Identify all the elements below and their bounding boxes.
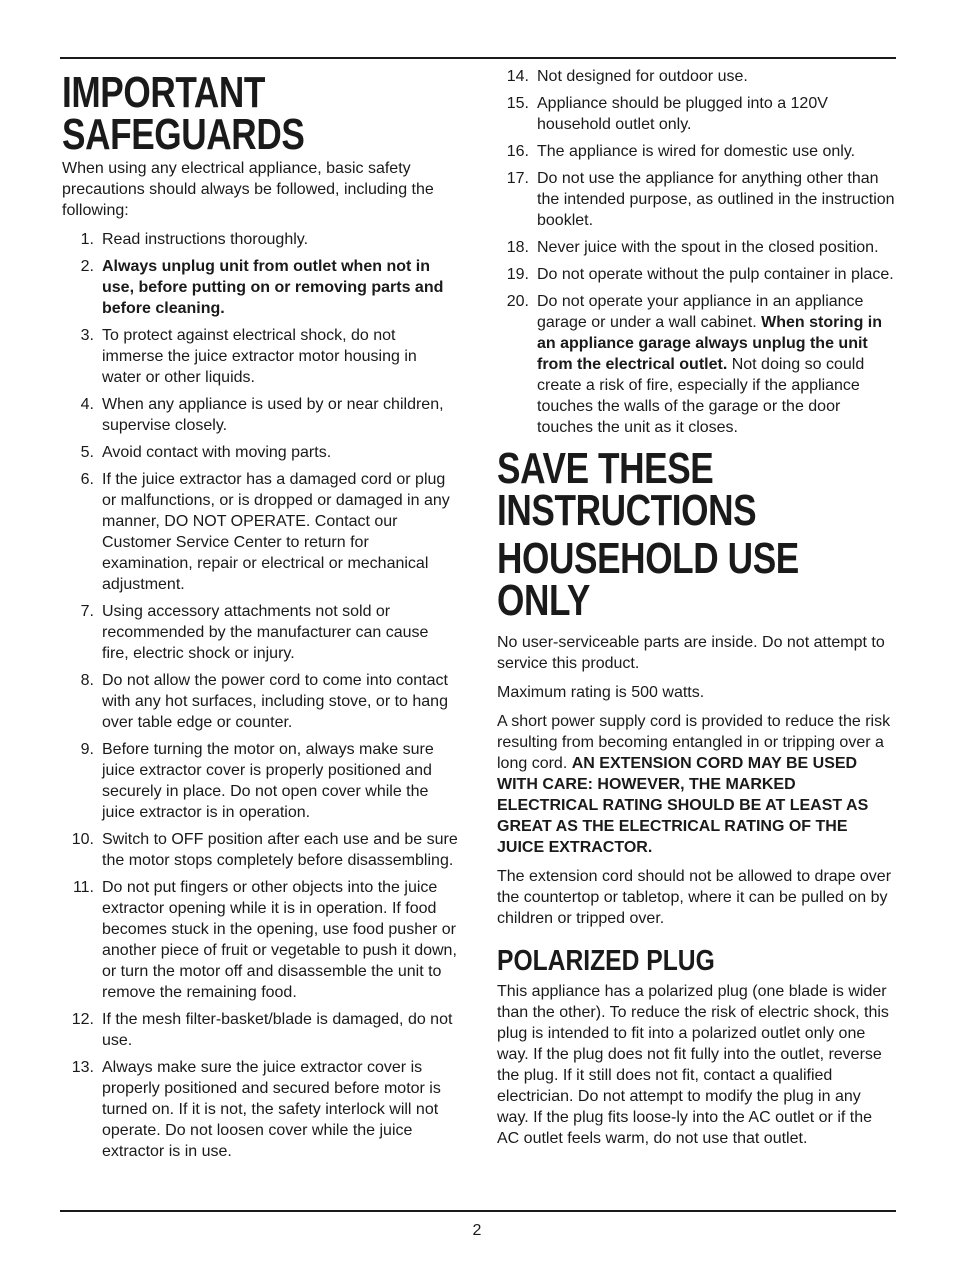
safeguard-item-number: 2. xyxy=(80,258,94,275)
bottom-rule xyxy=(60,1210,896,1212)
safeguard-item-text xyxy=(102,256,458,319)
safeguard-item-number: 17. xyxy=(506,170,529,187)
extension-cord-text xyxy=(497,711,895,858)
safeguard-item xyxy=(497,264,895,285)
extension-cord-plain: A short power supply cord is provided to reduce the risk resulting from becoming entangled in or tripping over a long cord. xyxy=(497,713,891,772)
safeguard-item xyxy=(497,66,895,87)
safeguard-item-text xyxy=(102,829,458,871)
safeguards-title: IMPORTANT SAFEGUARDS xyxy=(62,68,305,159)
right-column xyxy=(497,66,895,1157)
safeguard-item-text xyxy=(102,442,458,463)
safeguard-item-text xyxy=(102,229,458,250)
safeguard-item-number: 18. xyxy=(506,239,529,256)
safeguard-item-plain-text: If the mesh filter-basket/blade is damaged, do not use. xyxy=(102,1011,453,1049)
safeguard-item-text xyxy=(537,237,895,258)
left-column xyxy=(62,66,458,1168)
safeguard-item-bold-text: When storing in an appliance garage always unplug the unit from the electrical outlet. xyxy=(537,314,883,373)
safeguard-item-plain-text: Using accessory attachments not sold or recommended by the manufacturer can cause fire, electric shock or injury. xyxy=(102,603,429,662)
safeguard-item xyxy=(62,1009,458,1051)
polarized-plug-title: POLARIZED PLUG xyxy=(497,945,715,977)
safeguard-item-number: 9. xyxy=(80,741,94,758)
safeguard-item-text xyxy=(102,601,458,664)
safeguard-item-number: 11. xyxy=(72,879,94,896)
safeguard-item-number: 13. xyxy=(71,1059,94,1076)
top-rule xyxy=(60,57,896,59)
safeguard-item-number: 20. xyxy=(506,293,529,310)
safeguard-item xyxy=(62,601,458,664)
safeguard-item-text xyxy=(102,1009,458,1051)
safeguard-item-plain-text: Do not put fingers or other objects into the juice extractor opening while it is in operation. If food becomes stuck in the opening, use food pusher or another piece of fruit or vegetable to push it down, or turn the motor off and disassemble the unit to remove the remaining food. xyxy=(102,879,457,1001)
safeguard-item xyxy=(497,141,895,162)
household-use-title: HOUSEHOLD USE ONLY xyxy=(497,534,799,625)
drape-cord-text: The extension cord should not be allowed to drape over the countertop or tabletop, where it can be pulled on by children or tripped over. xyxy=(497,868,892,927)
safeguard-item xyxy=(497,291,895,438)
safeguard-item-plain-text: Not doing so could create a risk of fire, especially if the appliance touches the walls of the garage or the door touches the unit as it closes. xyxy=(537,356,865,436)
safeguard-item-plain-text: Always make sure the juice extractor cover is properly positioned and secured before motor is turned on. If it is not, the safety interlock will not operate. Do not loosen cover while the juice extractor is in use. xyxy=(102,1059,441,1160)
safeguard-item-plain-text: Do not operate your appliance in an appliance garage or under a wall cabinet. xyxy=(537,293,864,331)
safeguard-item-text xyxy=(102,469,458,595)
safeguard-item xyxy=(62,739,458,823)
save-title-line2: INSTRUCTIONS xyxy=(497,486,757,535)
safeguard-item-plain-text: Appliance should be plugged into a 120V household outlet only. xyxy=(537,95,828,133)
safeguard-item-plain-text: Do not allow the power cord to come into contact with any hot surfaces, including stove, or to hang over table edge or counter. xyxy=(102,672,448,731)
extension-cord-warning: AN EXTENSION CORD MAY BE USED WITH CARE: HOWEVER, THE MARKED ELECTRICAL RATING SHOULD BE AT LEAST AS GREAT AS THE ELECTRICAL RATING OF THE JUICE EXTRACTOR. xyxy=(497,755,869,856)
safeguard-item xyxy=(62,442,458,463)
polarized-plug-text: This appliance has a polarized plug (one blade is wider than the other). To reduce the risk of electric shock, this plug is intended to fit into a polarized outlet only one way. If the plug does not fit fully into the outlet, reverse the plug. If it still does not fit, contact a qualified electrician. Do not attempt to modify the plug in any way. If the plug fits loose-ly into the AC outlet or if the AC outlet feels warm, do not use that outlet. xyxy=(497,983,889,1147)
no-serviceable-parts-text: No user-serviceable parts are inside. Do not attempt to service this product. xyxy=(497,634,885,672)
safeguard-item-plain-text: When any appliance is used by or near children, supervise closely. xyxy=(102,396,444,434)
safeguard-item xyxy=(62,670,458,733)
safeguard-item-number: 12. xyxy=(71,1011,94,1028)
safeguard-item xyxy=(62,1057,458,1162)
safeguard-item-text xyxy=(102,739,458,823)
safeguard-item-text xyxy=(102,1057,458,1162)
safeguard-item-number: 19. xyxy=(506,266,529,283)
safeguard-item-number: 1. xyxy=(80,231,94,248)
safeguard-item xyxy=(62,829,458,871)
safeguard-item-number: 10. xyxy=(71,831,94,848)
safeguard-item-plain-text: Not designed for outdoor use. xyxy=(537,68,748,85)
safeguard-item-number: 5. xyxy=(80,444,94,461)
safeguard-item xyxy=(62,325,458,388)
safeguard-item-number: 3. xyxy=(80,327,94,344)
safeguard-item xyxy=(62,394,458,436)
safeguard-item-text xyxy=(102,670,458,733)
safeguard-item-text xyxy=(537,93,895,135)
safeguard-item xyxy=(62,877,458,1003)
safeguard-item-plain-text: The appliance is wired for domestic use only. xyxy=(537,143,856,160)
safeguard-item-text xyxy=(102,877,458,1003)
safeguard-item-text xyxy=(537,141,895,162)
safeguard-item-plain-text: If the juice extractor has a damaged cord or plug or malfunctions, or is dropped or damaged in any manner, DO NOT OPERATE. Contact our Customer Service Center to return for examination, repair or electrical or mechanical adjustment. xyxy=(102,471,450,593)
save-instructions-title xyxy=(497,444,895,625)
safeguard-item-number: 14. xyxy=(506,68,529,85)
safeguard-item-number: 7. xyxy=(80,603,94,620)
save-title-line1: SAVE THESE xyxy=(497,444,714,493)
max-rating-text: Maximum rating is 500 watts. xyxy=(497,684,705,701)
safeguards-intro: When using any electrical appliance, basic safety precautions should always be followed, including the following: xyxy=(62,160,434,219)
safeguard-item xyxy=(497,93,895,135)
safeguard-item-plain-text: Do not use the appliance for anything other than the intended purpose, as outlined in the instruction booklet. xyxy=(537,170,895,229)
safeguard-item-plain-text: Before turning the motor on, always make sure juice extractor cover is properly positioned and securely in place. Do not open cover while the juice extractor is in operation. xyxy=(102,741,434,821)
safeguard-item-text xyxy=(102,394,458,436)
safeguard-item-number: 4. xyxy=(80,396,94,413)
safeguard-item xyxy=(62,469,458,595)
safeguard-item xyxy=(62,256,458,319)
safeguard-item-plain-text: Avoid contact with moving parts. xyxy=(102,444,332,461)
safeguard-item-plain-text: Do not operate without the pulp container in place. xyxy=(537,266,894,283)
safeguard-item-number: 16. xyxy=(506,143,529,160)
safeguard-item-number: 6. xyxy=(80,471,94,488)
safeguard-item-text xyxy=(537,264,895,285)
safeguard-item xyxy=(62,229,458,250)
safeguards-list-part2 xyxy=(497,66,895,438)
safeguard-item-text xyxy=(537,291,895,438)
safeguard-item-bold-text: Always unplug unit from outlet when not in use, before putting on or removing parts and before cleaning. xyxy=(102,258,444,317)
safeguard-item xyxy=(497,237,895,258)
safeguard-item-text xyxy=(537,168,895,231)
safeguard-item xyxy=(497,168,895,231)
safeguard-item-plain-text: Read instructions thoroughly. xyxy=(102,231,309,248)
safeguard-item-number: 8. xyxy=(80,672,94,689)
safeguards-list-part1 xyxy=(62,229,458,1162)
safeguard-item-plain-text: Switch to OFF position after each use and be sure the motor stops completely before disassembling. xyxy=(102,831,458,869)
safeguard-item-plain-text: Never juice with the spout in the closed position. xyxy=(537,239,879,256)
safeguard-item-text xyxy=(102,325,458,388)
safeguard-item-number: 15. xyxy=(506,95,529,112)
page-number: 2 xyxy=(472,1222,482,1239)
safeguard-item-text xyxy=(537,66,895,87)
safeguard-item-plain-text: To protect against electrical shock, do not immerse the juice extractor motor housing in water or other liquids. xyxy=(102,327,417,386)
